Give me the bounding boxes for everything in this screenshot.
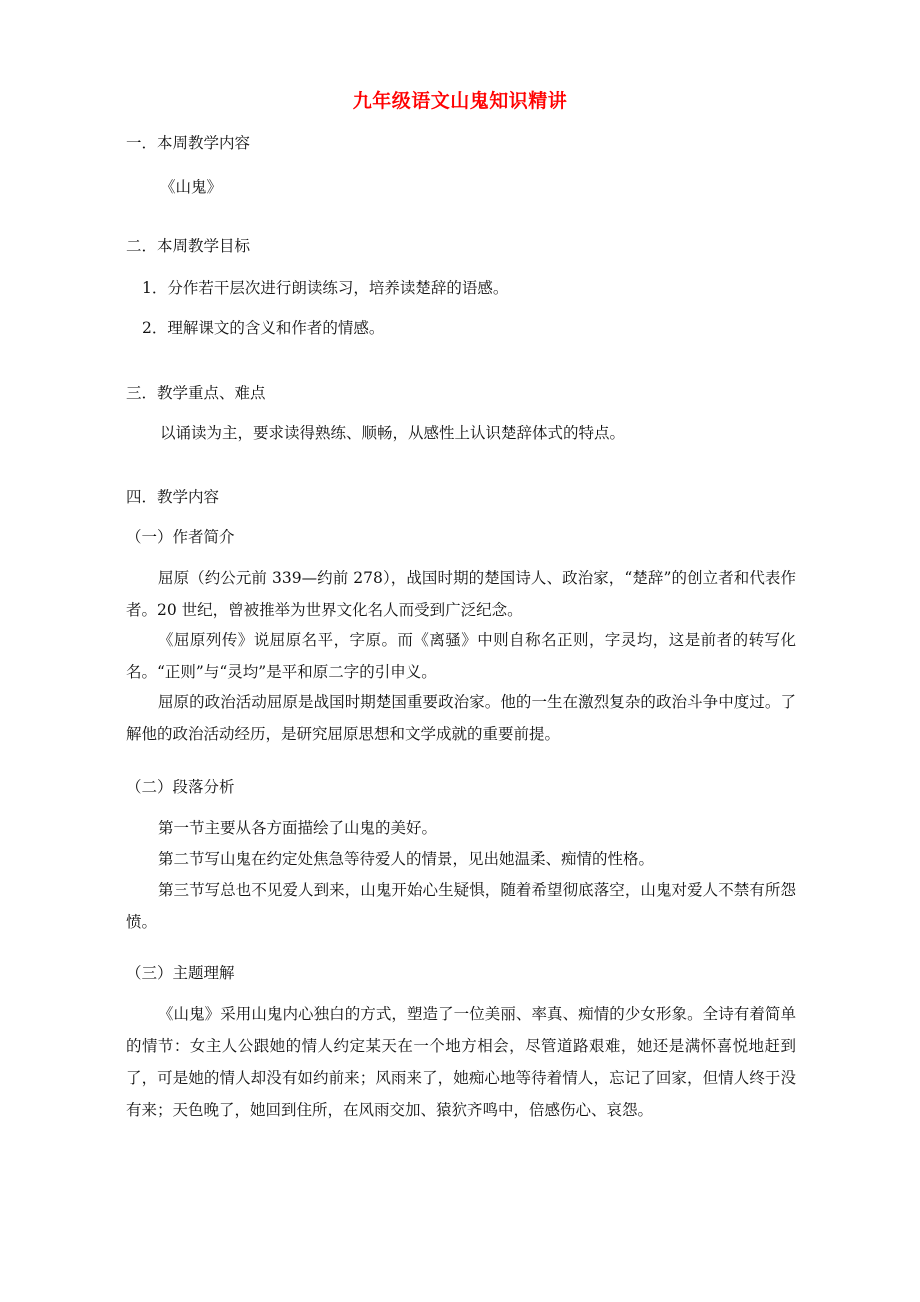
subsection-heading-paragraph-analysis: （二）段落分析 [126,778,235,796]
objective-item-1: 1．分作若干层次进行朗读练习，培养读楚辞的语感。 [142,279,509,297]
section-1-body: 《山鬼》 [160,178,223,196]
author-paragraph-2: 《屈原列传》说屈原名平，字原。而《离骚》中则自称名正则，字灵均，这是前者的转写化名。“正则”与“灵均”是平和原二字的引申义。 [126,631,796,681]
objective-item-2: 2．理解课文的含义和作者的情感。 [142,319,385,337]
page-title: 九年级语文山鬼知识精讲 [352,90,568,112]
theme-paragraph: 《山鬼》采用山鬼内心独白的方式，塑造了一位美丽、率真、痴情的少女形象。全诗有着简单的情节：女主人公跟她的情人约定某天在一个地方相会，尽管道路艰难，她还是满怀喜悦地赶到了，可是她的情人却没有如约前来；风雨来了，她痴心地等待着情人，忘记了回家，但情人终于没有来；天色晚了，她回到住所，在风雨交加、猿狖齐鸣中，倍感伤心、哀怨。 [126,1005,796,1119]
subsection-heading-author: （一）作者简介 [126,528,235,546]
author-paragraph-3: 屈原的政治活动屈原是战国时期楚国重要政治家。他的一生在激烈复杂的政治斗争中度过。了解他的政治活动经历，是研究屈原思想和文学成就的重要前提。 [126,693,796,743]
analysis-paragraph-1: 第一节主要从各方面描绘了山鬼的美好。 [158,819,438,837]
section-heading-4: 四．教学内容 [126,488,220,506]
analysis-paragraph-3: 第三节写总也不见爱人到来，山鬼开始心生疑惧，随着希望彻底落空，山鬼对爱人不禁有所怨愤。 [126,881,796,931]
section-heading-3: 三．教学重点、难点 [126,384,266,402]
author-paragraph-1: 屈原（约公元前 339—约前 278），战国时期的楚国诗人、政治家，“楚辞”的创立者和代表作者。20 世纪，曾被推举为世界文化名人而受到广泛纪念。 [126,569,796,619]
analysis-paragraph-2: 第二节写山鬼在约定处焦急等待爱人的情景，见出她温柔、痴情的性格。 [158,850,655,868]
section-heading-2: 二．本周教学目标 [126,237,251,255]
subsection-heading-theme: （三）主题理解 [126,964,235,982]
section-3-body: 以诵读为主，要求读得熟练、顺畅，从感性上认识楚辞体式的特点。 [160,424,626,442]
section-heading-1: 一．本周教学内容 [126,134,251,152]
